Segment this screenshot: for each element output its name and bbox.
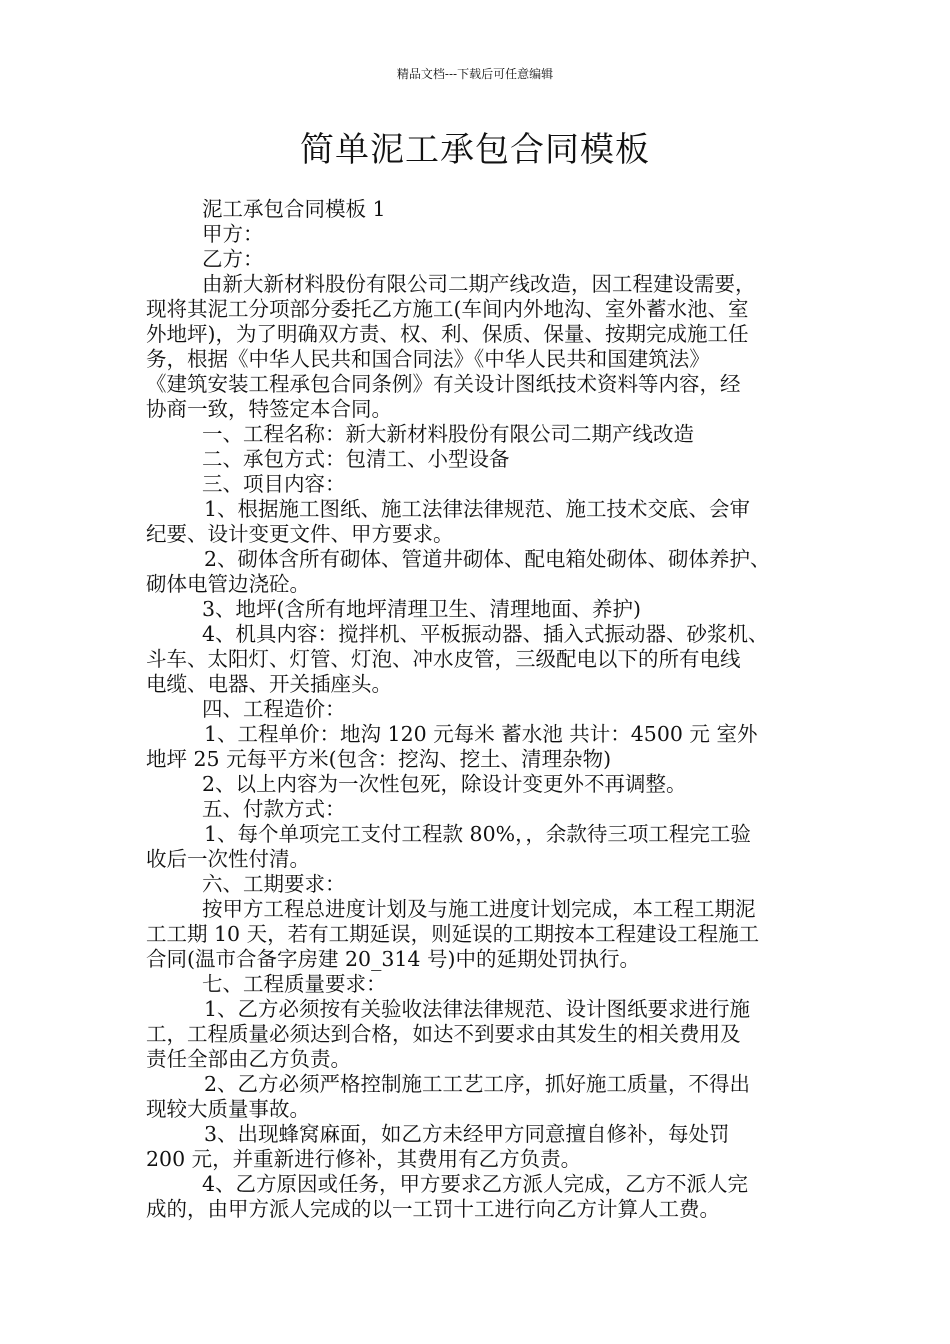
- paragraph-line: 务，根据《中华人民共和国合同法》《中华人民共和国建筑法》: [146, 347, 710, 371]
- section-heading: 一、工程名称：新大新材料股份有限公司二期产线改造: [202, 422, 694, 446]
- paragraph-line: 成的，由甲方派人完成的以一工罚十工进行向乙方计算人工费。: [146, 1197, 720, 1221]
- section-heading: 四、工程造价：: [202, 697, 346, 721]
- paragraph-line: 电缆、电器、开关插座头。: [146, 672, 392, 696]
- paragraph-line: 外地坪)，为了明确双方责、权、利、保质、保量、按期完成施工任: [146, 322, 749, 346]
- party-a-line: 甲方：: [202, 222, 264, 246]
- paragraph-line: 工工期 10 天，若有工期延误，则延误的工期按本工程建设工程施工: [146, 922, 760, 946]
- section-heading: 七、工程质量要求：: [202, 972, 387, 996]
- paragraph-line: 合同(温市合备字房建 20_314 号)中的延期处罚执行。: [146, 947, 640, 971]
- paragraph-line: 地坪 25 元每平方米(包含：挖沟、挖土、清理杂物): [146, 747, 612, 771]
- document-title: 简单泥工承包合同模板: [300, 130, 650, 170]
- section-heading: 五、付款方式：: [202, 797, 346, 821]
- paragraph-line: 砌体电管边浇砼。: [146, 572, 310, 596]
- paragraph-line: 3、地坪(含所有地坪清理卫生、清理地面、养护): [202, 597, 642, 621]
- paragraph-line: 《建筑安装工程承包合同条例》有关设计图纸技术资料等内容，经: [146, 372, 741, 396]
- paragraph-line: 斗车、太阳灯、灯管、灯泡、冲水皮管，三级配电以下的所有电线: [146, 647, 741, 671]
- paragraph-line: 现将其泥工分项部分委托乙方施工(车间内外地沟、室外蓄水池、室: [146, 297, 749, 321]
- paragraph-line: 1、工程单价：地沟 120 元每米 蓄水池 共计：4500 元 室外: [204, 722, 758, 746]
- party-b-line: 乙方：: [202, 247, 264, 271]
- paragraph-line: 4、乙方原因或任务，甲方要求乙方派人完成，乙方不派人完: [202, 1172, 749, 1196]
- paragraph-line: 4、机具内容：搅拌机、平板振动器、插入式振动器、砂浆机、: [202, 622, 769, 646]
- paragraph-line: 按甲方工程总进度计划及与施工进度计划完成，本工程工期泥: [202, 897, 756, 921]
- header-note: 精品文档---下载后可任意编辑: [396, 67, 554, 81]
- paragraph-line: 2、以上内容为一次性包死，除设计变更外不再调整。: [202, 772, 687, 796]
- paragraph-line: 1、根据施工图纸、施工法律法律规范、施工技术交底、会审: [204, 497, 751, 521]
- paragraph-line: 协商一致，特签定本合同。: [146, 397, 392, 421]
- paragraph-line: 1、乙方必须按有关验收法律法律规范、设计图纸要求进行施: [204, 997, 751, 1021]
- paragraph-line: 收后一次性付清。: [146, 847, 310, 871]
- paragraph-line: 2、乙方必须严格控制施工工艺工序，抓好施工质量，不得出: [204, 1072, 751, 1096]
- paragraph-line: 200 元，并重新进行修补，其费用有乙方负责。: [146, 1147, 582, 1171]
- paragraph-line: 3、出现蜂窝麻面，如乙方未经甲方同意擅自修补，每处罚: [204, 1122, 730, 1146]
- paragraph-line: 现较大质量事故。: [146, 1097, 310, 1121]
- paragraph-line: 工，工程质量必须达到合格，如达不到要求由其发生的相关费用及: [146, 1022, 741, 1046]
- paragraph-line: 1、每个单项完工支付工程款 80%，，余款待三项工程完工验: [204, 822, 751, 846]
- paragraph-line: 纪要、设计变更文件、甲方要求。: [146, 522, 454, 546]
- section-heading: 二、承包方式：包清工、小型设备: [202, 447, 510, 471]
- document-body: [146, 197, 808, 1222]
- paragraph-line: 2、砌体含所有砌体、管道井砌体、配电箱处砌体、砌体养护、: [204, 547, 771, 571]
- paragraph-line: 由新大新材料股份有限公司二期产线改造，因工程建设需要，: [202, 272, 756, 296]
- subtitle-line: 泥工承包合同模板 1: [202, 197, 386, 221]
- section-heading: 六、工期要求：: [202, 872, 346, 896]
- section-heading: 三、项目内容：: [202, 472, 346, 496]
- paragraph-line: 责任全部由乙方负责。: [146, 1047, 351, 1071]
